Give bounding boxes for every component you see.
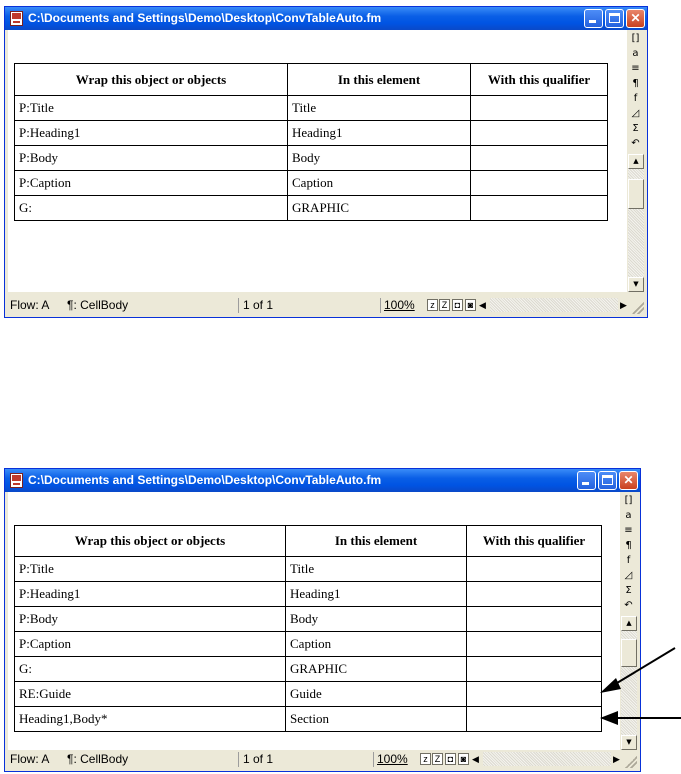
- scroll-left-icon[interactable]: ◀: [479, 300, 486, 310]
- element-boundary-icon[interactable]: []: [624, 495, 633, 506]
- conversion-table: [14, 525, 602, 732]
- scroll-thumb[interactable]: [621, 639, 637, 667]
- table-row: [15, 171, 608, 196]
- element-boundary-icon[interactable]: []: [631, 33, 640, 44]
- flow-indicator: Flow: A: [10, 752, 50, 766]
- page-indicator: 1 of 1: [243, 298, 274, 312]
- table-row: [15, 682, 602, 707]
- table-row: [15, 146, 608, 171]
- paragraph-mark-icon[interactable]: ¶: [625, 540, 632, 551]
- minimize-button[interactable]: [584, 9, 603, 28]
- cell-object[interactable]: P:Title: [15, 557, 286, 582]
- document-window-2: [4, 468, 641, 772]
- cell-qualifier[interactable]: [471, 146, 608, 171]
- table-row: [15, 196, 608, 221]
- vertical-toolbar-scrollbar: [621, 492, 637, 750]
- scroll-right-icon[interactable]: ▶: [613, 754, 620, 764]
- cell-qualifier[interactable]: [467, 557, 602, 582]
- undo-icon[interactable]: ↶: [631, 138, 640, 149]
- scroll-left-icon[interactable]: ◀: [472, 754, 479, 764]
- cell-object[interactable]: P:Heading1: [15, 121, 288, 146]
- minimize-button[interactable]: [577, 471, 596, 490]
- scroll-down-button[interactable]: ▼: [621, 735, 637, 750]
- header-qualifier: With this qualifier: [467, 526, 602, 557]
- cell-object[interactable]: P:Body: [15, 146, 288, 171]
- scroll-right-icon[interactable]: ▶: [620, 300, 627, 310]
- paragraph-mark-icon[interactable]: ¶: [632, 78, 639, 89]
- resize-grip-icon[interactable]: [625, 756, 637, 768]
- cell-element[interactable]: Body: [286, 607, 467, 632]
- paragraph-tag: ¶: CellBody: [67, 298, 129, 312]
- header-wrap-objects: Wrap this object or objects: [15, 64, 288, 96]
- document-canvas[interactable]: [8, 30, 627, 292]
- horizontal-scroll-track[interactable]: [483, 752, 611, 766]
- cell-qualifier[interactable]: [467, 632, 602, 657]
- cell-qualifier[interactable]: [471, 96, 608, 121]
- undo-icon[interactable]: ↶: [624, 600, 633, 611]
- next-page-button[interactable]: ◙: [458, 753, 469, 765]
- header-in-element: In this element: [286, 526, 467, 557]
- vertical-toolbar-scrollbar: [628, 30, 644, 292]
- cell-object[interactable]: G:: [15, 657, 286, 682]
- scroll-thumb[interactable]: [628, 179, 644, 209]
- document-window-1: [4, 6, 648, 318]
- variable-icon[interactable]: a: [632, 48, 639, 59]
- cell-qualifier[interactable]: [467, 582, 602, 607]
- zoom-level[interactable]: 100%: [377, 752, 408, 766]
- function-icon[interactable]: f: [626, 555, 631, 566]
- equation-icon[interactable]: Σ: [632, 123, 639, 134]
- cell-element[interactable]: Title: [286, 557, 467, 582]
- status-bar: [8, 297, 644, 314]
- header-qualifier: With this qualifier: [471, 64, 608, 96]
- maximize-button[interactable]: [598, 471, 617, 490]
- table-row: [15, 582, 602, 607]
- status-bar: [8, 751, 637, 768]
- paragraph-catalog-icon[interactable]: ≡: [631, 63, 640, 74]
- table-header-row: [15, 64, 608, 96]
- equation-icon[interactable]: Σ: [625, 585, 632, 596]
- cell-element[interactable]: Title: [288, 96, 471, 121]
- cell-qualifier[interactable]: [471, 121, 608, 146]
- window-title: C:\Documents and Settings\Demo\Desktop\ConvTableAuto.fm: [28, 473, 382, 487]
- cell-object[interactable]: RE:Guide: [15, 682, 286, 707]
- horizontal-scroll-track[interactable]: [490, 298, 618, 312]
- page-indicator: 1 of 1: [243, 752, 274, 766]
- framemaker-doc-icon: [10, 11, 23, 26]
- variable-icon[interactable]: a: [625, 510, 632, 521]
- table-row: [15, 632, 602, 657]
- prev-page-button[interactable]: ◘: [445, 753, 456, 765]
- cell-object[interactable]: P:Body: [15, 607, 286, 632]
- cell-element[interactable]: Section: [286, 707, 467, 732]
- cell-element[interactable]: GRAPHIC: [286, 657, 467, 682]
- flow-indicator: Flow: A: [10, 298, 50, 312]
- paragraph-tag: ¶: CellBody: [67, 752, 129, 766]
- header-wrap-objects: Wrap this object or objects: [15, 526, 286, 557]
- table-header-row: [15, 526, 602, 557]
- title-bar[interactable]: [5, 7, 647, 30]
- cell-element[interactable]: Guide: [286, 682, 467, 707]
- table-row: [15, 121, 608, 146]
- framemaker-doc-icon: [10, 473, 23, 488]
- zoom-level[interactable]: 100%: [384, 298, 415, 312]
- divider: [373, 752, 374, 767]
- document-canvas[interactable]: [8, 492, 620, 750]
- cell-element[interactable]: Caption: [288, 171, 471, 196]
- paragraph-catalog-icon[interactable]: ≡: [624, 525, 633, 536]
- cell-element[interactable]: Caption: [286, 632, 467, 657]
- cell-object[interactable]: P:Caption: [15, 632, 286, 657]
- scroll-up-button[interactable]: ▲: [621, 616, 637, 631]
- divider: [238, 752, 239, 767]
- close-button[interactable]: ✕: [626, 9, 645, 28]
- cell-element[interactable]: Heading1: [288, 121, 471, 146]
- function-icon[interactable]: f: [633, 93, 638, 104]
- zoom-in-button[interactable]: Z: [432, 753, 443, 765]
- cell-element[interactable]: GRAPHIC: [288, 196, 471, 221]
- divider: [380, 298, 381, 313]
- cell-qualifier[interactable]: [471, 171, 608, 196]
- maximize-button[interactable]: [605, 9, 624, 28]
- cell-object[interactable]: Heading1,Body*: [15, 707, 286, 732]
- cell-qualifier[interactable]: [467, 682, 602, 707]
- cell-qualifier[interactable]: [467, 657, 602, 682]
- table-row: [15, 96, 608, 121]
- cell-object[interactable]: P:Caption: [15, 171, 288, 196]
- cell-qualifier[interactable]: [467, 607, 602, 632]
- cell-element[interactable]: Body: [288, 146, 471, 171]
- scroll-up-button[interactable]: ▲: [628, 154, 644, 169]
- table-row: [15, 657, 602, 682]
- conversion-table: [14, 63, 608, 221]
- cell-object[interactable]: G:: [15, 196, 288, 221]
- close-button[interactable]: ✕: [619, 471, 638, 490]
- zoom-out-button[interactable]: z: [420, 753, 431, 765]
- cell-qualifier[interactable]: [467, 707, 602, 732]
- cell-object[interactable]: P:Title: [15, 96, 288, 121]
- table-row: [15, 707, 602, 732]
- resize-grip-icon[interactable]: [632, 302, 644, 314]
- divider: [238, 298, 239, 313]
- title-bar[interactable]: [5, 469, 640, 492]
- next-page-button[interactable]: ◙: [465, 299, 476, 311]
- table-row: [15, 557, 602, 582]
- zoom-out-button[interactable]: z: [427, 299, 438, 311]
- cell-qualifier[interactable]: [471, 196, 608, 221]
- zoom-in-button[interactable]: Z: [439, 299, 450, 311]
- graphics-icon[interactable]: ◿: [624, 570, 633, 581]
- window-title: C:\Documents and Settings\Demo\Desktop\ConvTableAuto.fm: [28, 11, 382, 25]
- scroll-down-button[interactable]: ▼: [628, 277, 644, 292]
- header-in-element: In this element: [288, 64, 471, 96]
- cell-object[interactable]: P:Heading1: [15, 582, 286, 607]
- prev-page-button[interactable]: ◘: [452, 299, 463, 311]
- table-row: [15, 607, 602, 632]
- cell-element[interactable]: Heading1: [286, 582, 467, 607]
- graphics-icon[interactable]: ◿: [631, 108, 640, 119]
